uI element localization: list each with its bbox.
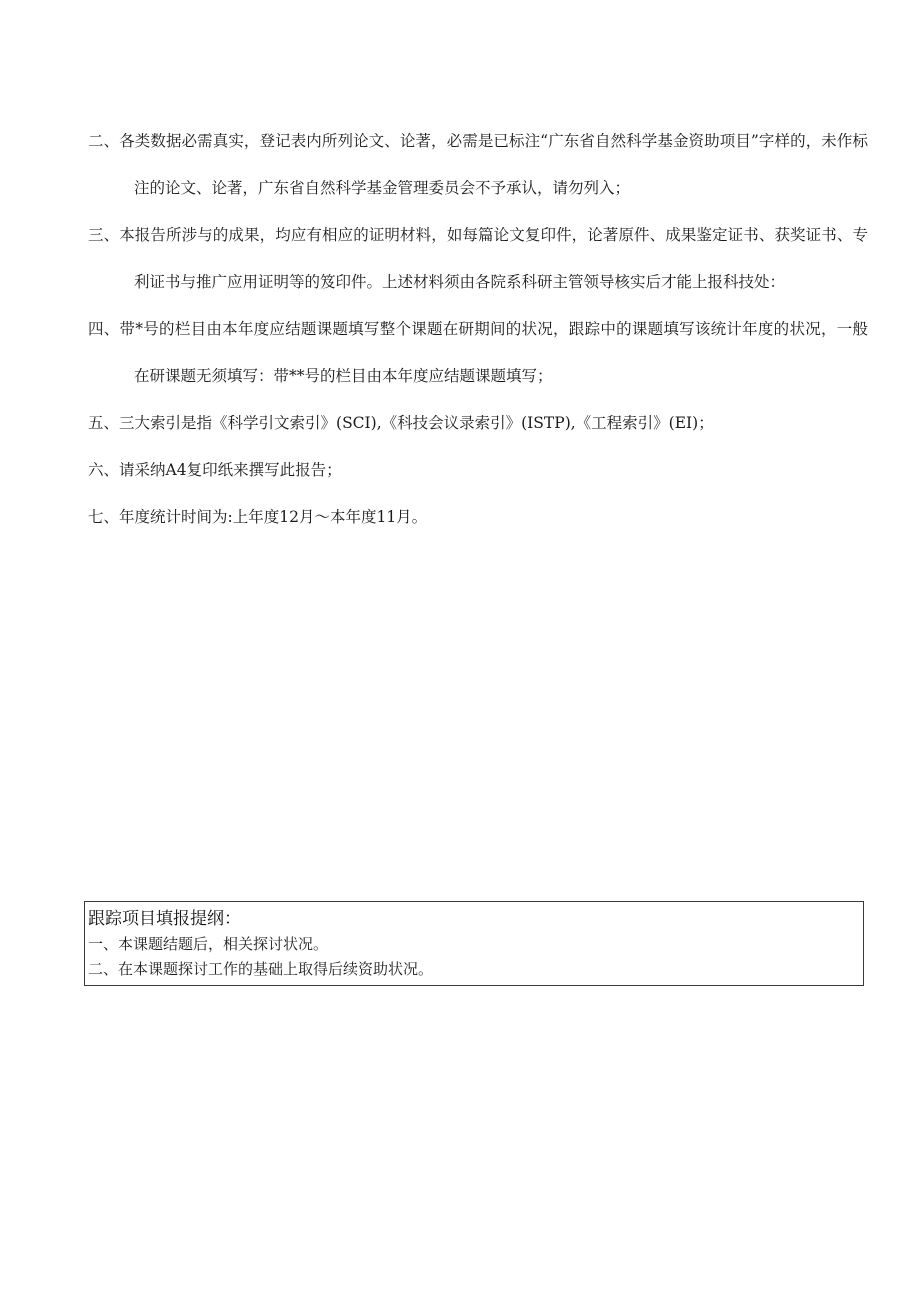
instruction-text: 请采纳A4复印纸来撰写此报告； (119, 461, 342, 479)
outline-title: 跟踪项目填报提纲： (88, 909, 241, 929)
instruction-text: 各类数据必需真实，登记表内所列论文、论著，必需是已标注“广东省自然科学基金资助项目”字样的，未作标注的论文、论著，广东省自然科学基金管理委员会不予承认，请勿列入； (119, 132, 868, 197)
instruction-number: 七、 (88, 508, 120, 526)
instruction-number: 四、 (88, 320, 120, 338)
instruction-text: 三大索引是指《科学引文索引》(SCI),《科技会议录索引》(ISTP),《工程索引》(EI)； (119, 414, 714, 432)
instruction-text: 带*号的栏目由本年度应结题课题填写整个课题在研期间的状况，跟踪中的课题填写该统计年度的状况，一般在研课题无须填写：带**号的栏目由本年度应结题课题填写； (119, 320, 868, 385)
instruction-number: 三、 (88, 226, 120, 244)
instruction-item-5 (88, 400, 868, 447)
instruction-item-2 (88, 118, 868, 212)
outline-item-1: 一、本课题结题后，相关探讨状况。 (88, 935, 329, 953)
instruction-text: 本报告所涉与的成果，均应有相应的证明材料，如每篇论文复印件，论著原件、成果鉴定证书、获奖证书、专利证书与推广应用证明等的笈印件。上述材料须由各院系科研主管领导核实后才能上报科技处： (119, 226, 868, 291)
instruction-number: 二、 (88, 132, 120, 150)
instruction-text: 年度统计时间为:上年度12月～本年度11月。 (119, 508, 428, 526)
instruction-number: 五、 (88, 414, 120, 432)
outline-item-2: 二、在本课题探讨工作的基础上取得后续资助状况。 (88, 960, 434, 978)
instruction-item-7 (88, 494, 868, 541)
instruction-number: 六、 (88, 461, 120, 479)
instruction-item-6 (88, 447, 868, 494)
instruction-item-3 (88, 212, 868, 306)
instruction-item-4 (88, 306, 868, 400)
instructions-list (88, 118, 868, 541)
tracking-outline-box (84, 901, 864, 986)
